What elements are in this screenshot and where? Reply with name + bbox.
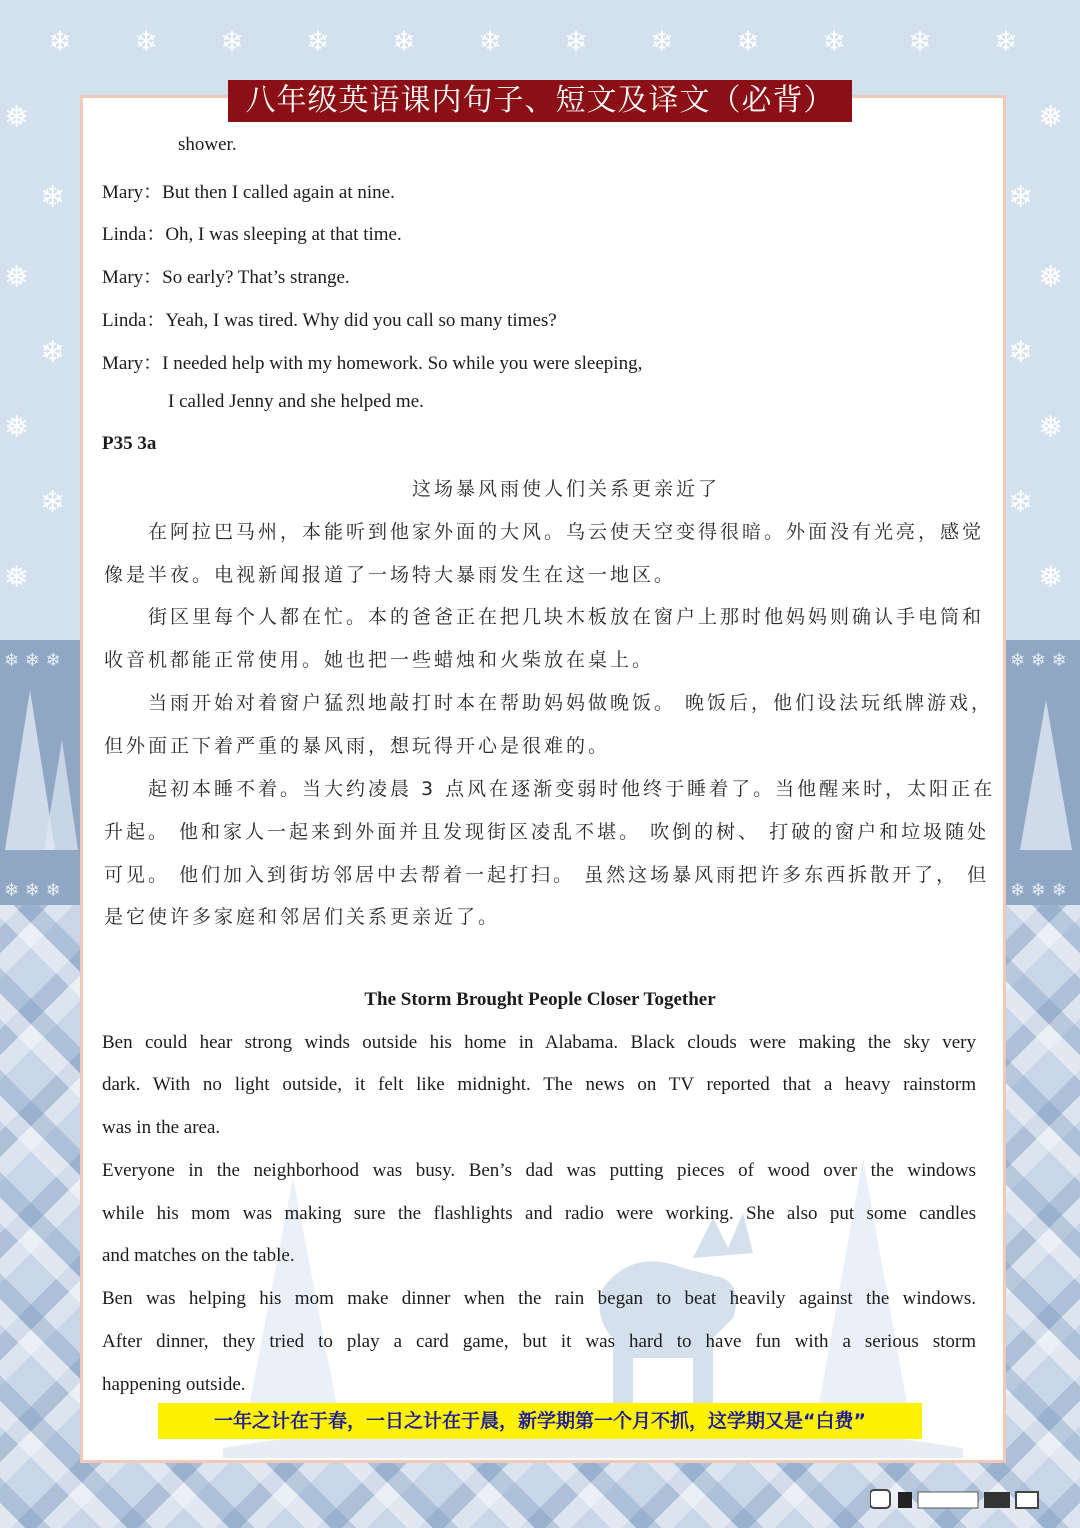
english-title: The Storm Brought People Closer Together [364, 989, 716, 1010]
chinese-line: 当雨开始对着窗户猛烈地敲打时本在帮助妈妈做晚饭。 晚饭后，他们设法玩纸牌游戏， [148, 692, 994, 714]
dialogue-line: Mary：So early? That’s strange. [102, 267, 350, 288]
snowflake-icon: ❅ [4, 260, 30, 295]
english-line: happening outside. [102, 1374, 246, 1395]
chinese-line: 收音机都能正常使用。她也把一些蜡烛和火柴放在桌上。 [104, 649, 655, 671]
watermark-logo [870, 1488, 1050, 1512]
snowflake-icon: ❄ [650, 25, 674, 58]
speaker-label: Linda： [102, 224, 166, 245]
snowflake-icon: ❄ [134, 25, 158, 58]
dialogue-line: Linda：Yeah, I was tired. Why did you call so many times? [102, 310, 557, 331]
snowflake-icon: ❄ [994, 25, 1018, 58]
snowflake-icon: ❄ ❄ ❄ [4, 880, 61, 901]
snowflake-icon: ❅ [1038, 560, 1064, 595]
snowflake-icon: ❄ [564, 25, 588, 58]
english-line: Ben could hear strong winds outside his home in Alabama. Black clouds were making the sky very [102, 1032, 976, 1053]
snowflake-icon: ❄ [1008, 180, 1034, 215]
page-title: 八年级英语课内句子、短文及译文（必背） [228, 80, 852, 122]
speaker-label: Linda： [102, 310, 166, 331]
snowflake-icon: ❄ [1008, 335, 1034, 370]
english-line: and matches on the table. [102, 1245, 295, 1266]
snowflake-icon: ❄ ❄ ❄ [1010, 650, 1067, 671]
snowflake-icon: ❄ [48, 25, 72, 58]
snowflake-icon: ❄ [40, 180, 66, 215]
snowflake-icon: ❄ [40, 485, 66, 520]
chinese-line: 是它使许多家庭和邻居们关系更亲近了。 [104, 906, 501, 928]
snowflake-icon: ❄ [908, 25, 932, 58]
speaker-label: Mary： [102, 182, 163, 203]
snowflake-icon: ❅ [1038, 100, 1064, 135]
english-line: dark. With no light outside, it felt like midnight. The news on TV reported that a heavy rainstorm [102, 1074, 976, 1095]
snowflake-icon: ❄ ❄ ❄ [4, 650, 61, 671]
dialogue-line: I called Jenny and she helped me. [168, 391, 424, 412]
snowflake-icon: ❄ [478, 25, 502, 58]
snowflake-icon: ❄ [220, 25, 244, 58]
speaker-label: Mary： [102, 353, 163, 374]
section-label: P35 3a [102, 433, 157, 454]
english-line: After dinner, they tried to play a card game, but it was hard to have fun with a serious storm [102, 1331, 976, 1352]
speaker-label: Mary： [102, 267, 163, 288]
chinese-title: 这场暴风雨使人们关系更亲近了 [412, 478, 721, 500]
snowflake-icon: ❅ [4, 560, 30, 595]
snowflake-icon: ❅ [4, 100, 30, 135]
snowflake-icon: ❄ [40, 335, 66, 370]
dialogue-line: Linda：Oh, I was sleeping at that time. [102, 224, 402, 245]
chinese-line: 升起。 他和家人一起来到外面并且发现街区凌乱不堪。 吹倒的树、 打破的窗户和垃圾随处 [104, 821, 990, 843]
chinese-line: 街区里每个人都在忙。本的爸爸正在把几块木板放在窗户上那时他妈妈则确认手电筒和 [148, 606, 985, 628]
dialogue-line: shower. [178, 134, 237, 155]
snowflake-icon: ❄ [306, 25, 330, 58]
chinese-line: 可见。 他们加入到街坊邻居中去帮着一起打扫。 虽然这场暴风雨把许多东西拆散开了， 但 [104, 864, 990, 886]
dialogue-line: Mary：I needed help with my homework. So while you were sleeping, [102, 353, 643, 374]
snowflake-icon: ❅ [1038, 260, 1064, 295]
english-line: was in the area. [102, 1117, 221, 1138]
chinese-line: 像是半夜。电视新闻报道了一场特大暴雨发生在这一地区。 [104, 564, 677, 586]
snowflake-icon: ❄ ❄ ❄ [1010, 880, 1067, 901]
chinese-line: 在阿拉巴马州，本能听到他家外面的大风。乌云使天空变得很暗。外面没有光亮，感觉 [148, 521, 985, 543]
snowflake-icon: ❅ [1038, 410, 1064, 445]
dialogue-line: Mary：But then I called again at nine. [102, 182, 395, 203]
chinese-line: 但外面正下着严重的暴风雨，想玩得开心是很难的。 [104, 735, 611, 757]
slogan-banner: 一年之计在于春，一日之计在于晨，新学期第一个月不抓，这学期又是“白费” [158, 1403, 922, 1439]
snowflake-icon: ❄ [1008, 485, 1034, 520]
snowflake-icon: ❅ [4, 410, 30, 445]
chinese-line: 起初本睡不着。当大约凌晨 3 点风在逐渐变弱时他终于睡着了。当他醒来时，太阳正在 [148, 778, 996, 800]
english-line: Ben was helping his mom make dinner when the rain began to beat heavily against the windows. [102, 1288, 976, 1309]
snowflake-icon: ❄ [392, 25, 416, 58]
english-line: while his mom was making sure the flashlights and radio were working. She also put some candles [102, 1203, 976, 1224]
snowflake-icon: ❄ [822, 25, 846, 58]
english-line: Everyone in the neighborhood was busy. Ben’s dad was putting pieces of wood over the windows [102, 1160, 976, 1181]
snowflake-icon: ❄ [736, 25, 760, 58]
